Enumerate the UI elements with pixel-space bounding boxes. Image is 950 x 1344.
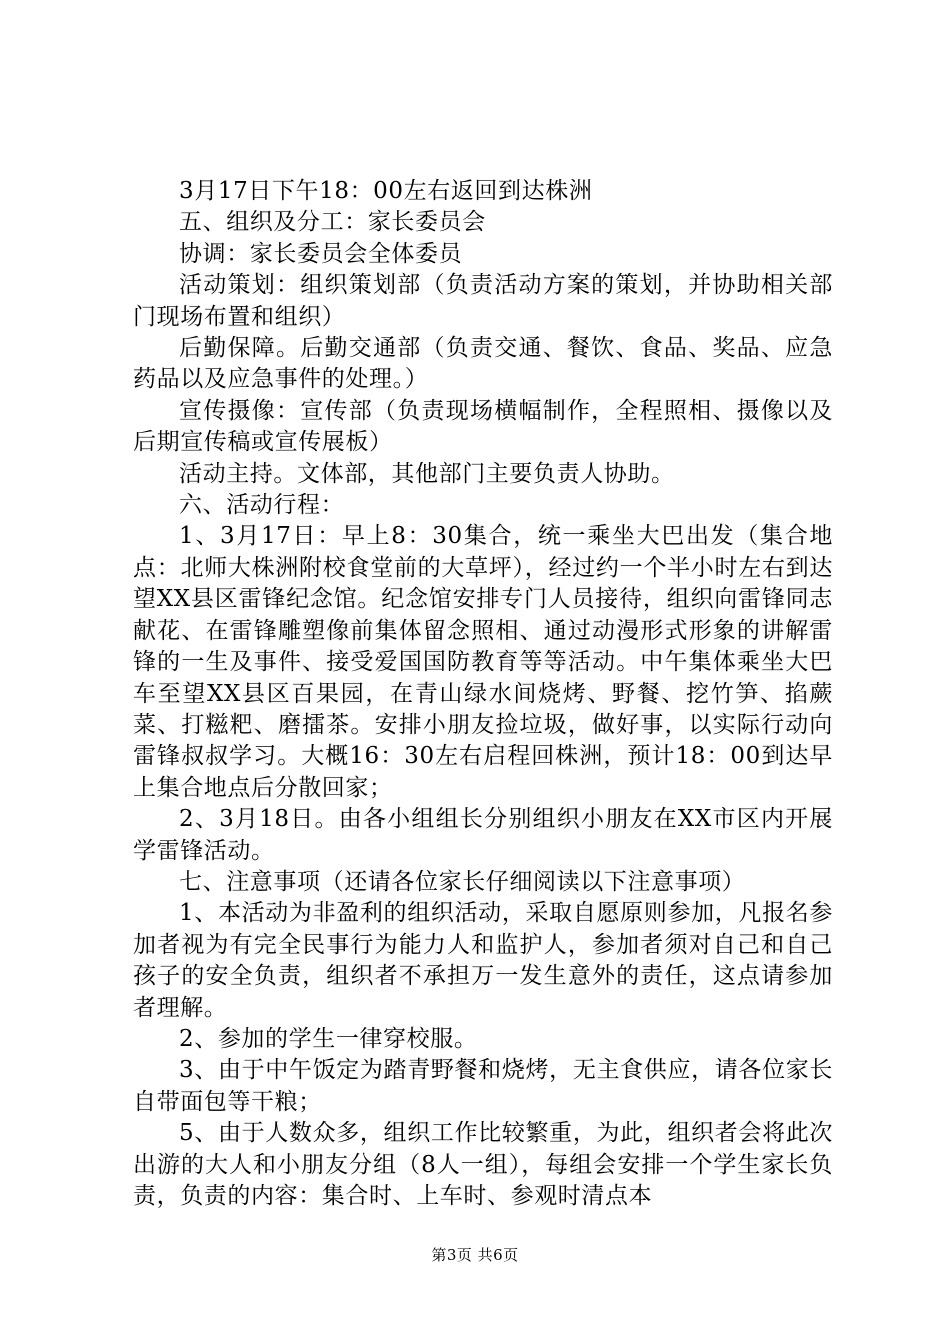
page-footer: 第3页 共6页: [431, 1246, 519, 1264]
paragraph-logistics: 后勤保障。后勤交通部（负责交通、餐饮、食品、奖品、应急药品以及应急事件的处理。）: [133, 335, 833, 393]
paragraph-publicity: 宣传摄像：宣传部（负责现场横幅制作，全程照相、摄像以及后期宣传稿或宣传展板）: [133, 397, 833, 456]
paragraph-notice-1: 1、本活动为非盈利的组织活动，采取自愿原则参加，凡报名参加者视为有完全民事行为能力人和监护人，参加者须对自己和自己孩子的安全负责，组织者不承担万一发生意外的责任，这点请参加者理解。: [133, 900, 833, 1021]
paragraph-itinerary-day-2: 2、3月18日。由各小组组长分别组织小朋友在XX市区内开展学雷锋活动。: [133, 806, 833, 864]
paragraph-activity-planning: 活动策划：组织策划部（负责活动方案的策划，并协助相关部门现场布置和组织）: [133, 272, 833, 330]
paragraph-notice-2: 2、参加的学生一律穿校服。: [179, 1025, 478, 1052]
paragraph-section-5-heading: 五、组织及分工：家长委员会: [179, 209, 486, 236]
paragraph-notice-3: 3、由于中午饭定为踏青野餐和烧烤，无主食供应，请各位家长自带面包等干粮；: [133, 1057, 833, 1115]
document-body: [133, 176, 833, 1212]
paragraph-itinerary-day-1: 1、3月17日：早上8：30集合，统一乘坐大巴出发（集合地点：北师大株洲附校食堂前的大草坪），经过约一个半小时左右到达望XX县区雷锋纪念馆。纪念馆安排专门人员接待，组织向雷锋同志献花、在雷锋雕塑像前集体留念照相、通过动漫形式形象的讲解雷锋的一生及事件、接受爱国国防教育等等活动。中午集体乘坐大巴车至望XX县区百果园，在青山绿水间烧烤、野餐、挖竹笋、掐蕨菜、打糍粑、磨擂茶。安排小朋友捡垃圾，做好事，以实际行动向雷锋叔叔学习。大概16：30左右启程回株洲，预计18：00到达早上集合地点后分散回家；: [133, 523, 833, 801]
paragraph-section-7-heading: 七、注意事项（还请各位家长仔细阅读以下注意事项）: [179, 868, 746, 895]
paragraph-return-time: 3月17日下午18：00左右返回到达株洲: [179, 178, 593, 204]
paragraph-notice-5: 5、由于人数众多，组织工作比较繁重，为此，组织者会将此次出游的大人和小朋友分组（8人一组），每组会安排一个学生家长负责，负责的内容：集合时、上车时、参观时清点本: [133, 1120, 833, 1209]
paragraph-coordination: 协调：家长委员会全体委员: [179, 240, 463, 267]
paragraph-section-6-heading: 六、活动行程：: [179, 492, 345, 519]
paragraph-host: 活动主持。文体部，其他部门主要负责人协助。: [179, 460, 675, 487]
